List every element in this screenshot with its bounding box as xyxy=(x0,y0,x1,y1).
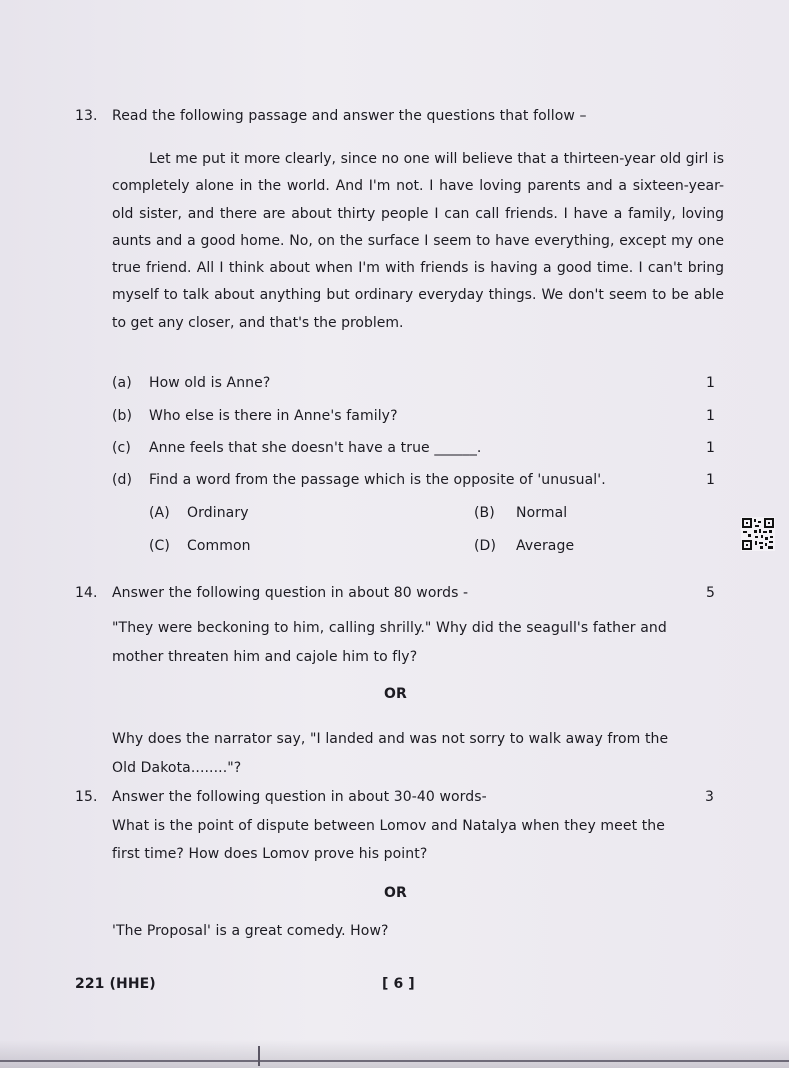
q14-marks: 5 xyxy=(706,585,716,601)
q15-question-line2: first time? How does Lomov prove his point? xyxy=(112,846,428,862)
q14-question-line2: mother threaten him and cajole him to fly? xyxy=(112,649,418,665)
q14-number: 14. xyxy=(75,585,98,601)
q15-alt: 'The Proposal' is a great comedy. How? xyxy=(112,923,389,939)
q13-sub-b-label: (b) xyxy=(112,408,133,424)
q15-instruction: Answer the following question in about 30-40 words- xyxy=(112,789,487,805)
q13-sub-c-text: Anne feels that she doesn't have a true ______. xyxy=(149,440,482,456)
q13-sub-d-label: (d) xyxy=(112,472,133,488)
option-a-text: Ordinary xyxy=(187,505,249,521)
q14-question-line1: "They were beckoning to him, calling shrilly." Why did the seagull's father and xyxy=(112,620,667,636)
q13-sub-a-label: (a) xyxy=(112,375,132,391)
q13-instruction: Read the following passage and answer the questions that follow – xyxy=(112,108,587,124)
option-c-label: (C) xyxy=(149,538,170,554)
q13-sub-a-text: How old is Anne? xyxy=(149,375,271,391)
q13-passage xyxy=(112,146,724,337)
q15-number: 15. xyxy=(75,789,98,805)
footer-code: 221 (HHE) xyxy=(75,976,156,992)
q14-alt-line1: Why does the narrator say, "I landed and was not sorry to walk away from the xyxy=(112,731,669,747)
q13-sub-b-marks: 1 xyxy=(706,408,716,424)
q13-sub-c-label: (c) xyxy=(112,440,131,456)
q14-instruction: Answer the following question in about 80 words - xyxy=(112,585,469,601)
qr-code-icon xyxy=(741,517,775,551)
option-d-label: (D) xyxy=(474,538,497,554)
page-bottom-shadow xyxy=(0,1040,789,1068)
option-b-text: Normal xyxy=(516,505,568,521)
q14-or: OR xyxy=(384,686,407,702)
q13-sub-d-marks: 1 xyxy=(706,472,716,488)
q13-passage-text: Let me put it more clearly, since no one will believe that a thirteen-year old girl is completely alone in the world. And I'm not. I have loving parents and a sixteen-year-old sister, and there are about thirty people I can call friends. I have a family, loving aunts and a good home. No, on the surface I seem to have everything, except my one true friend. All I think about when I'm with friends is having a good time. I can't bring myself to talk about anything but ordinary everyday things. We don't seem to be able to get any closer, and that's the problem. xyxy=(112,151,724,331)
q13-sub-d-text: Find a word from the passage which is the opposite of 'unusual'. xyxy=(149,472,606,488)
q13-sub-b-text: Who else is there in Anne's family? xyxy=(149,408,398,424)
option-d-text: Average xyxy=(516,538,575,554)
q15-question-line1: What is the point of dispute between Lomov and Natalya when they meet the xyxy=(112,818,665,834)
page-bottom-edge xyxy=(0,1060,789,1062)
page-mark xyxy=(258,1046,260,1066)
option-b-label: (B) xyxy=(474,505,495,521)
option-a-label: (A) xyxy=(149,505,170,521)
q13-number: 13. xyxy=(75,108,98,124)
q13-sub-a-marks: 1 xyxy=(706,375,716,391)
q15-marks: 3 xyxy=(705,789,715,805)
q14-alt-line2: Old Dakota........"? xyxy=(112,760,242,776)
q15-or: OR xyxy=(384,885,407,901)
footer-page-number: [ 6 ] xyxy=(382,976,415,992)
q13-sub-c-marks: 1 xyxy=(706,440,716,456)
option-c-text: Common xyxy=(187,538,251,554)
